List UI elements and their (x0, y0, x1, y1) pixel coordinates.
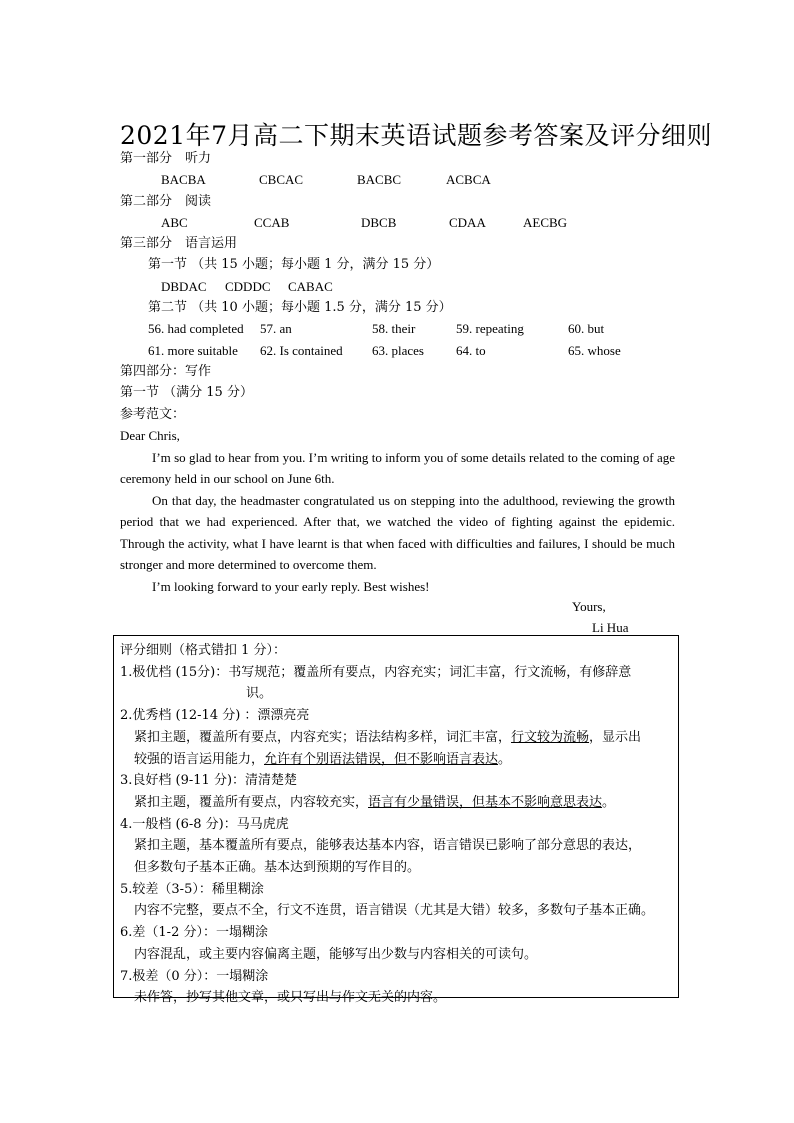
rubric-grade-4-desc: 但多数句子基本正确。基本达到预期的写作目的。 (134, 860, 421, 876)
part3-section2-heading: 第二节 （共 10 小题；每小题 1.5 分，满分 15 分） (148, 300, 452, 315)
sample-essay (120, 425, 675, 597)
section2-answer: 60. but (568, 321, 605, 336)
rubric-underlined-text: 行文较为流畅 (511, 729, 590, 745)
essay-signature: Li Hua (592, 620, 629, 635)
part2-answer: DBCB (361, 215, 397, 230)
rubric-grade-7: 7.极差（0 分）：一塌糊涂 (120, 968, 269, 984)
rubric-grade-6: 6.差（1-2 分）：一塌糊涂 (120, 925, 268, 941)
section2-answer: 58. their (372, 321, 416, 336)
part4-section1-heading: 第一节 （满分 15 分） (120, 385, 253, 400)
part2-answer: AECBG (523, 215, 568, 230)
part1-answer: ACBCA (446, 172, 491, 187)
rubric-grade-5: 5.较差（3-5）：稀里糊涂 (120, 881, 264, 897)
essay-greeting: Dear Chris, (120, 428, 180, 443)
rubric-text: ，显示出 (589, 729, 642, 745)
rubric-grade-2-desc (120, 727, 672, 749)
part1-answer: CBCAC (259, 172, 304, 187)
document-title: 2021年7月高二下期末英语试题参考答案及评分细则 (120, 121, 713, 150)
part1-answer: BACBC (357, 172, 402, 187)
part2-heading: 第二部分 阅读 (120, 194, 212, 209)
part2-answer: CCAB (254, 215, 290, 230)
essay-paragraph: On that day, the headmaster congratulated us on stepping into the adulthood, reviewing the growth period that we had experienced. After that, we watched the video of fighting against the epidemic. Through the activity, what I have learnt is that when faced with difficulties and failures, I should be much stronger and more determined to overcome them. (120, 492, 675, 572)
part2-answer: CDAA (449, 215, 486, 230)
rubric-underlined-text: 语言有少量错误，但基本不影响意思表达 (368, 794, 603, 810)
section1-answer: CABAC (288, 279, 333, 294)
rubric-text: 。 (498, 751, 512, 767)
essay-paragraph: I’m so glad to hear from you. I’m writing to inform you of some details related to the coming of age ceremony held in our school on June 6th. (120, 449, 675, 486)
section2-answer: 61. more suitable (148, 343, 238, 358)
rubric-heading: 评分细则（格式错扣 1 分）： (120, 643, 287, 658)
essay-paragraph: I’m looking forward to your early reply. Best wishes! (152, 578, 430, 594)
section1-answer: CDDDC (225, 279, 271, 294)
part1-answer: BACBA (161, 172, 206, 187)
rubric-text: 紧扣主题，覆盖所有要点，内容充实；语法结构多样，词汇丰富， (134, 729, 512, 745)
section2-answer: 56. had completed (148, 321, 244, 336)
rubric-text: 紧扣主题，覆盖所有要点，内容较充实， (134, 794, 369, 810)
rubric-underlined-text: 允许有个别语法错误，但不影响语言表达 (264, 751, 499, 767)
part3-heading: 第三部分 语言运用 (120, 236, 238, 251)
section2-answer: 65. whose (568, 343, 621, 358)
rubric-text: 较强的语言运用能力， (134, 751, 265, 767)
section2-answer: 57. an (260, 321, 292, 336)
part1-heading: 第一部分 听力 (120, 151, 212, 166)
rubric-grade-2-desc (120, 749, 672, 771)
part2-answer: ABC (161, 215, 188, 230)
rubric-grade-1-cont: 识。 (246, 686, 273, 702)
rubric-grade-3-desc (120, 792, 672, 814)
part3-section1-heading: 第一节 （共 15 小题；每小题 1 分，满分 15 分） (148, 257, 440, 272)
rubric-grade-7-desc: 未作答，抄写其他文章，或只写出与作文无关的内容。 (134, 990, 447, 1006)
section2-answer: 62. Is contained (260, 343, 343, 358)
scoring-rubric-box (113, 635, 679, 1006)
section2-answer: 59. repeating (456, 321, 524, 336)
section1-answer: DBDAC (161, 279, 207, 294)
sample-essay-label: 参考范文： (120, 407, 186, 422)
rubric-grade-3: 3.良好档 (9-11 分)：清清楚楚 (120, 773, 298, 789)
rubric-grade-5-desc: 内容不完整，要点不全，行文不连贯，语言错误（尤其是大错）较多，多数句子基本正确。 (134, 903, 655, 919)
rubric-grade-6-desc: 内容混乱，或主要内容偏离主题，能够写出少数与内容相关的可读句。 (134, 946, 538, 962)
section2-answer: 63. places (372, 343, 424, 358)
essay-closing: Yours, (572, 599, 606, 614)
part4-heading: 第四部分：写作 (120, 364, 212, 379)
rubric-grade-4-desc: 紧扣主题，基本覆盖所有要点，能够表达基本内容，语言错误已影响了部分意思的表达， (134, 838, 642, 854)
rubric-grade-1: 1.极优档 (15分)：书写规范；覆盖所有要点，内容充实；词汇丰富，行文流畅，有修辞意 (120, 664, 632, 680)
section2-answer: 64. to (456, 343, 486, 358)
rubric-text: 。 (602, 794, 616, 810)
rubric-grade-4: 4.一般档 (6-8 分)：马马虎虎 (120, 816, 289, 832)
rubric-grade-2: 2.优秀档 (12-14 分) ：漂漂亮亮 (120, 708, 310, 724)
